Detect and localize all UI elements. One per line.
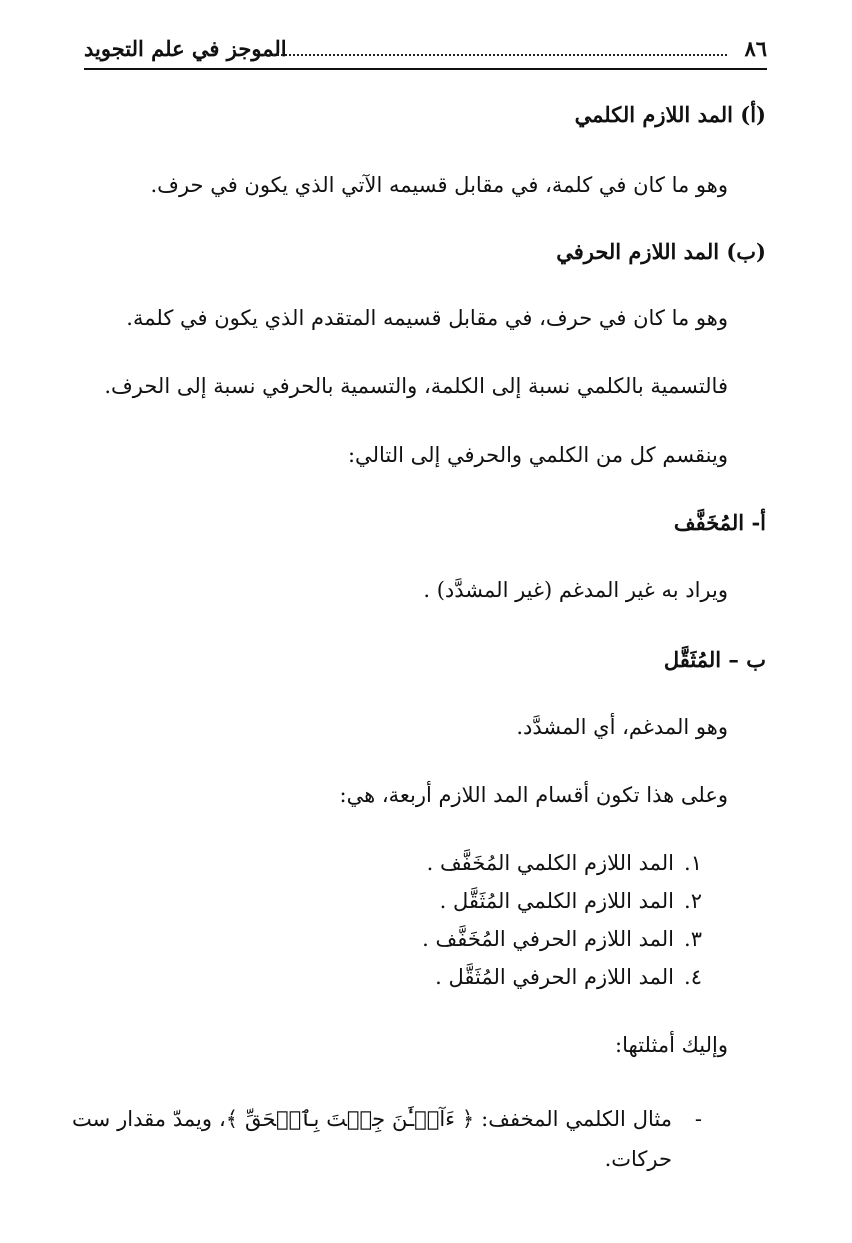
list-text: المد اللازم الحرفي المُثَقَّل . <box>435 965 674 989</box>
paragraph-kalimi: وهو ما كان في كلمة، في مقابل قسيمه الآتي الذي يكون في حرف. <box>150 173 728 197</box>
paragraph-muthaqqal: وهو المدغم، أي المشدَّد. <box>516 715 728 739</box>
page-number: ٨٦ <box>744 36 767 61</box>
paragraph-harfi: وهو ما كان في حرف، في مقابل قسيمه المتقدم الذي يكون في كلمة. <box>126 306 728 330</box>
header-rule <box>84 68 767 70</box>
types-list <box>422 844 702 996</box>
example-kalimi-mukhaffaf: مثال الكلمي المخفف: ﴿ ءَآلۡـَٰٔنَ جِئۡتَ بِٱلۡحَقِّ ﴾، ويمدّ مقدار ست حركات. <box>72 1107 672 1171</box>
list-number: ١. <box>684 851 702 875</box>
page-header <box>84 30 767 70</box>
paragraph-mukhaffaf: ويراد به غير المدغم (غير المشدَّد) . <box>423 578 728 602</box>
list-text: المد اللازم الكلمي المُخَفَّف . <box>426 851 674 875</box>
list-text: المد اللازم الكلمي المُثَقَّل . <box>439 889 674 913</box>
heading-kalimi: (أ) المد اللازم الكلمي <box>574 102 766 127</box>
example-bullet: - <box>694 1107 702 1131</box>
paragraph-naming: فالتسمية بالكلمي نسبة إلى الكلمة، والتسمية بالحرفي نسبة إلى الحرف. <box>104 374 728 398</box>
running-title: الموجز في علم التجويد <box>84 36 287 61</box>
heading-harfi: (ب) المد اللازم الحرفي <box>556 239 766 264</box>
list-item <box>422 920 702 958</box>
list-number: ٢. <box>684 889 702 913</box>
list-number: ٤. <box>684 965 702 989</box>
header-leader-dots <box>264 54 727 56</box>
list-item <box>422 844 702 882</box>
list-item <box>422 958 702 996</box>
list-number: ٣. <box>684 927 702 951</box>
list-text: المد اللازم الحرفي المُخَفَّف . <box>422 927 674 951</box>
paragraph-division: وينقسم كل من الكلمي والحرفي إلى التالي: <box>347 443 728 467</box>
list-item <box>422 882 702 920</box>
paragraph-types: وعلى هذا تكون أقسام المد اللازم أربعة، هي: <box>339 783 728 807</box>
subheading-mukhaffaf: أ- المُخَفَّف <box>673 510 766 535</box>
subheading-muthaqqal: ب – المُثَقَّل <box>663 647 766 672</box>
paragraph-examples-intro: وإليك أمثلتها: <box>615 1033 728 1057</box>
